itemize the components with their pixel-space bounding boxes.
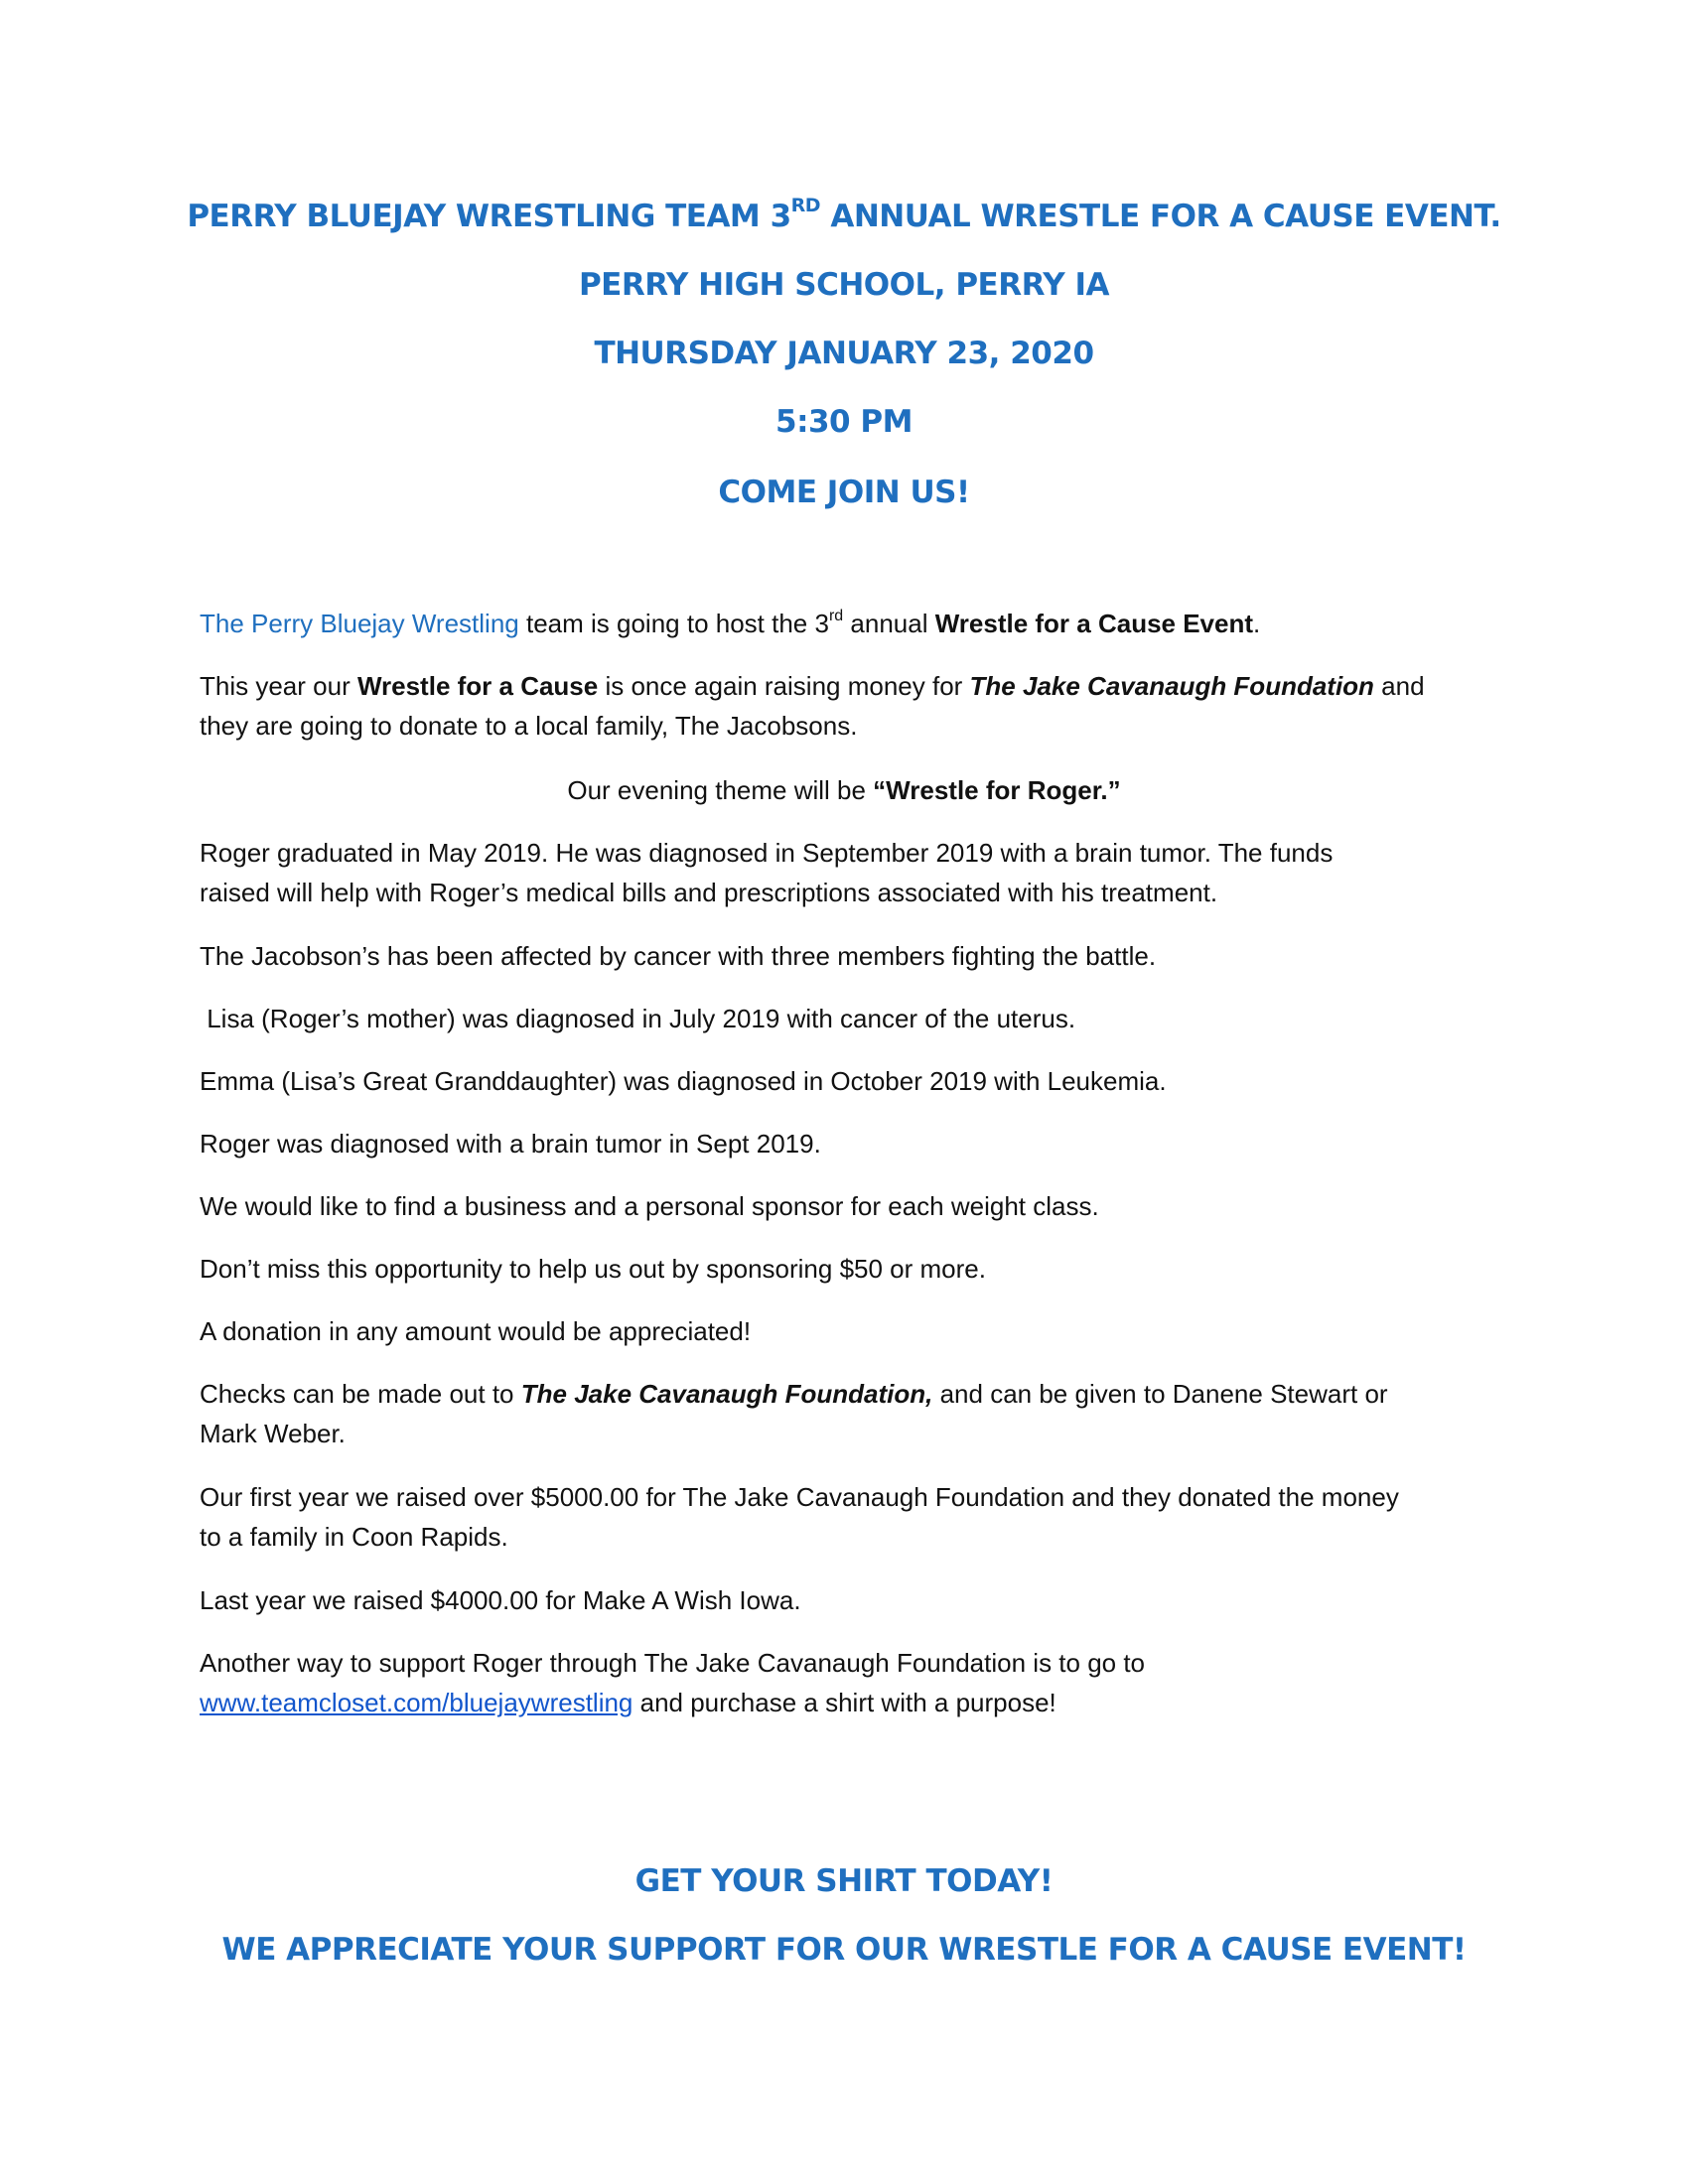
paragraph-first-year: Our first year we raised over $5000.00 for The Jake Cavanaugh Foundation and they donated the money to a family in Coon Rapids. bbox=[200, 1482, 1399, 1552]
paragraph-donation: A donation in any amount would be appreciated! bbox=[200, 1316, 752, 1346]
paragraph-roger-diagnosis: Roger was diagnosed with a brain tumor in Sept 2019. bbox=[200, 1129, 821, 1159]
event-time: 5:30 PM bbox=[775, 404, 913, 440]
foundation-name: The Jake Cavanaugh Foundation, bbox=[520, 1379, 933, 1409]
paragraph-last-year: Last year we raised $4000.00 for Make A Wish Iowa. bbox=[200, 1585, 801, 1615]
paragraph-emma: Emma (Lisa’s Great Granddaughter) was diagnosed in October 2019 with Leukemia. bbox=[200, 1066, 1167, 1096]
theme-name: “Wrestle for Roger.” bbox=[873, 775, 1121, 805]
paragraph-checks: Checks can be made out to The Jake Cavanaugh Foundation, and can be given to Danene Stewart or Mark Weber. bbox=[200, 1379, 1388, 1448]
paragraph-opportunity: Don’t miss this opportunity to help us out by sponsoring $50 or more. bbox=[200, 1254, 986, 1284]
foundation-name: The Jake Cavanaugh Foundation bbox=[969, 671, 1374, 701]
paragraph-sponsors: We would like to find a business and a personal sponsor for each weight class. bbox=[200, 1191, 1099, 1221]
superscript: RD bbox=[790, 195, 821, 216]
paragraph-jacobsons: The Jacobson’s has been affected by cancer with three members fighting the battle. bbox=[200, 941, 1157, 971]
event-location: PERRY HIGH SCHOOL, PERRY IA bbox=[578, 267, 1110, 303]
team-name: The Perry Bluejay Wrestling bbox=[200, 609, 519, 638]
event-date: THURSDAY JANUARY 23, 2020 bbox=[594, 336, 1094, 371]
teamcloset-link[interactable]: www.teamcloset.com/bluejaywrestling bbox=[200, 1688, 633, 1717]
paragraph-cause: This year our Wrestle for a Cause is once again raising money for The Jake Cavanaugh Foundation and they are going to donate to a local family, The Jacobsons. bbox=[200, 671, 1425, 741]
footer-appreciation: WE APPRECIATE YOUR SUPPORT FOR OUR WRESTLE FOR A CAUSE EVENT! bbox=[221, 1932, 1467, 1968]
paragraph-intro: The Perry Bluejay Wrestling team is going to host the 3rd annual Wrestle for a Cause Event. bbox=[200, 608, 1261, 638]
paragraph-lisa: Lisa (Roger’s mother) was diagnosed in July 2019 with cancer of the uterus. bbox=[200, 1004, 1076, 1033]
paragraph-shirt: Another way to support Roger through The Jake Cavanaugh Foundation is to go to www.teamcloset.com/bluejaywrestling and purchase a shirt with a purpose! bbox=[200, 1648, 1146, 1717]
event-name: Wrestle for a Cause Event bbox=[934, 609, 1254, 638]
paragraph-theme: Our evening theme will be “Wrestle for Roger.” bbox=[567, 775, 1121, 805]
paragraph-roger: Roger graduated in May 2019. He was diagnosed in September 2019 with a brain tumor. The funds raised will help with Roger’s medical bills and prescriptions associated with his treatment. bbox=[200, 838, 1334, 907]
footer-shirt-callout: GET YOUR SHIRT TODAY! bbox=[634, 1863, 1054, 1899]
event-title: PERRY BLUEJAY WRESTLING TEAM 3RD ANNUAL WRESTLE FOR A CAUSE EVENT. bbox=[187, 195, 1501, 234]
event-invitation: COME JOIN US! bbox=[718, 475, 970, 510]
